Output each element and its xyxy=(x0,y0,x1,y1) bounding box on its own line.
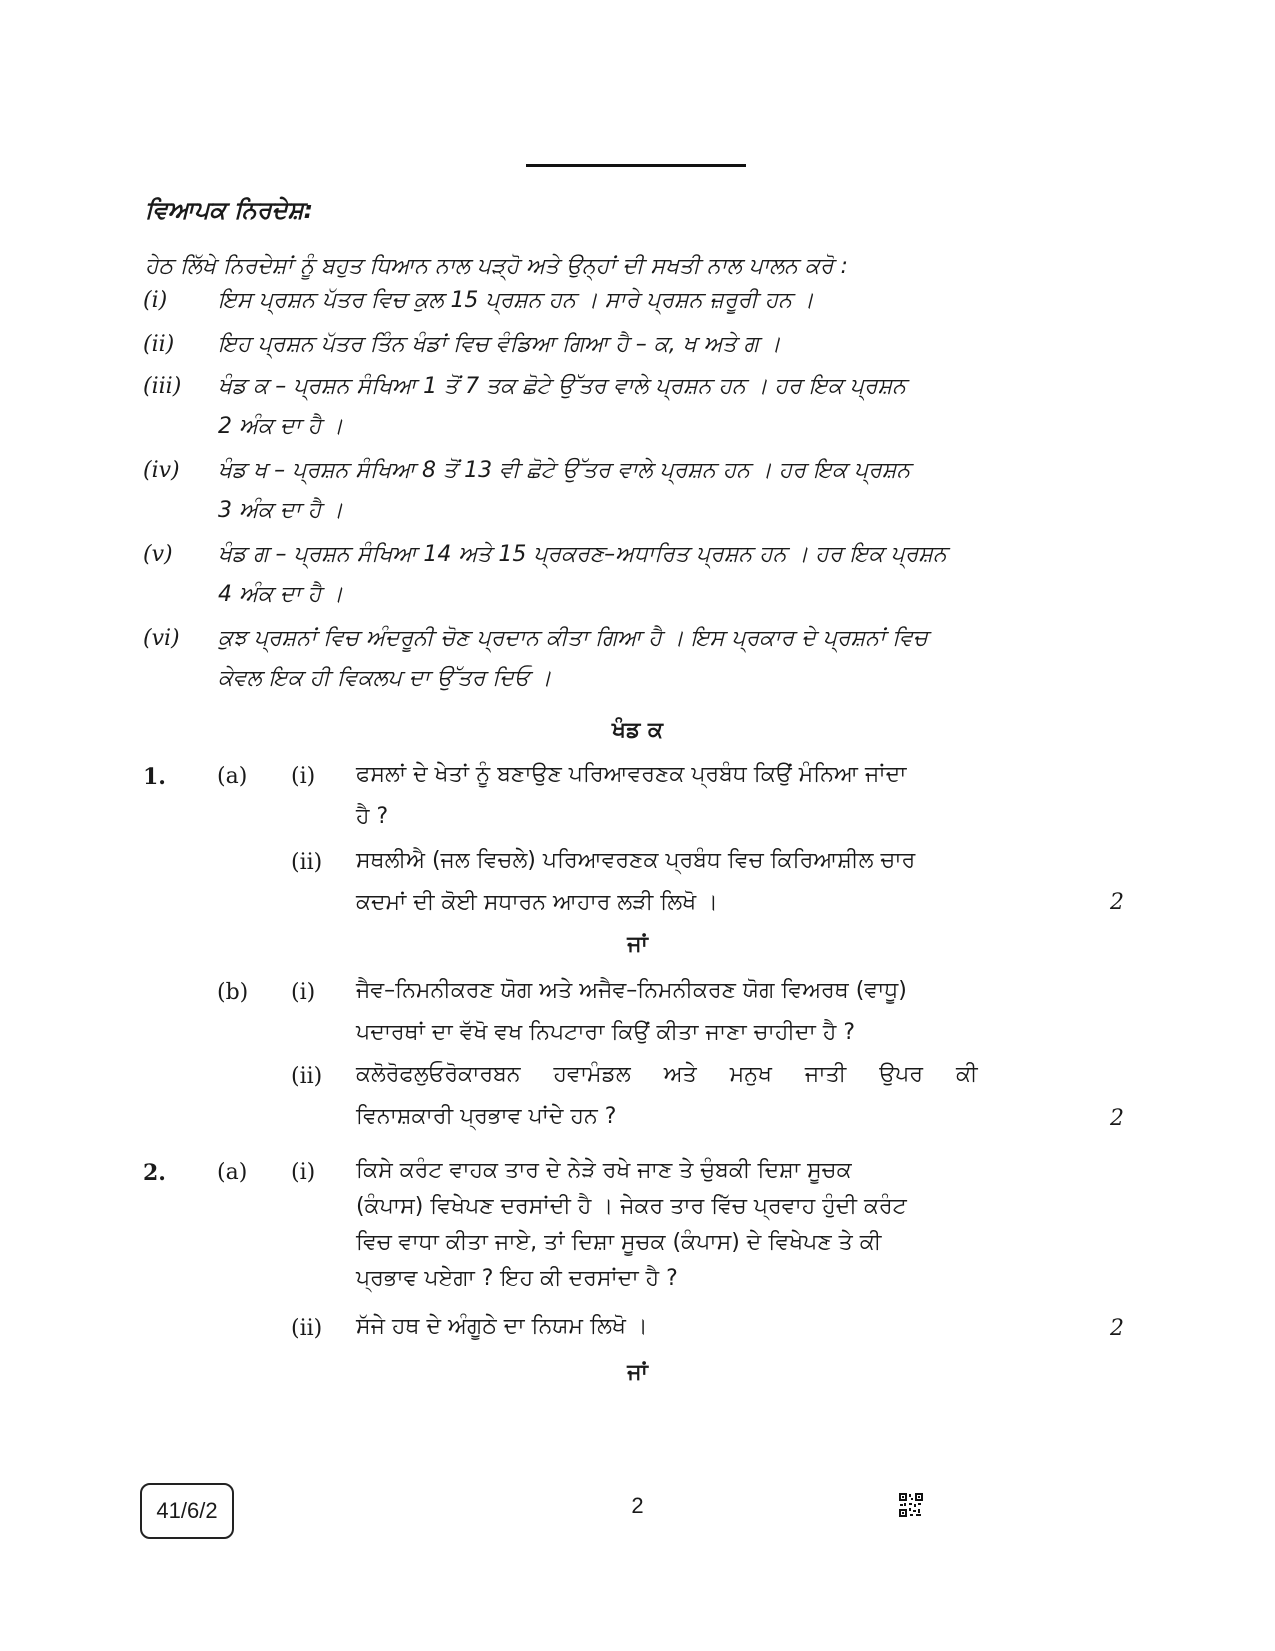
instruction-line: ਇਹ ਪ੍ਰਸ਼ਨ ਪੱਤਰ ਤਿੰਨ ਖੰਡਾਂ ਵਿਚ ਵੰਡਿਆ ਗਿਆ ਹੈ – ਕ, ਖ ਅਤੇ ਗ । xyxy=(218,332,781,357)
instruction-line: ਖੰਡ ਗ – ਪ੍ਰਸ਼ਨ ਸੰਖਿਆ 14 ਅਤੇ 15 ਪ੍ਰਕਰਣ–ਅਧਾਰਿਤ ਪ੍ਰਸ਼ਨ ਹਨ । ਹਰ ਇਕ ਪ੍ਰਸ਼ਨ xyxy=(218,542,947,567)
page-number: 2 xyxy=(631,1493,644,1518)
paper-code: 41/6/2 xyxy=(156,1498,218,1523)
question-text-line: ਫਸਲਾਂ ਦੇ ਖੇਤਾਂ ਨੂੰ ਬਣਾਉਣ ਪਰਿਆਵਰਣਕ ਪ੍ਰਬੰਧ ਕਿਉਂ ਮੰਨਿਆ ਜਾਂਦਾ xyxy=(356,762,907,787)
question-text-line: ਪ੍ਰਭਾਵ ਪਏਗਾ ? ਇਹ ਕੀ ਦਰਸਾਂਦਾ ਹੈ ? xyxy=(356,1266,678,1291)
question-text-line: ਵਿਚ ਵਾਧਾ ਕੀਤਾ ਜਾਏ, ਤਾਂ ਦਿਸ਼ਾ ਸੂਚਕ (ਕੰਪਾਸ) ਦੇ ਵਿਖੇਪਣ ਤੇ ਕੀ xyxy=(356,1230,882,1255)
question-text-line: ਸਥਲੀਐ (ਜਲ ਵਿਚਲੇ) ਪਰਿਆਵਰਣਕ ਪ੍ਰਬੰਧ ਵਿਚ ਕਿਰਿਆਸ਼ੀਲ ਚਾਰ xyxy=(356,848,916,873)
question-text-line: ਸੱਜੇ ਹਥ ਦੇ ਅੰਗੂਠੇ ਦਾ ਨਿਯਮ ਲਿਖੋ । xyxy=(356,1314,648,1339)
instruction-line: ਖੰਡ ਖ – ਪ੍ਰਸ਼ਨ ਸੰਖਿਆ 8 ਤੋਂ 13 ਵੀ ਛੋਟੇ ਉੱਤਰ ਵਾਲੇ ਪ੍ਰਸ਼ਨ ਹਨ । ਹਰ ਇਕ ਪ੍ਰਸ਼ਨ xyxy=(218,458,911,483)
question-text-line: ਹੈ ? xyxy=(356,804,389,829)
qr-code-icon xyxy=(898,1492,924,1518)
question-subpart-label: (ii) xyxy=(291,1064,323,1089)
general-instructions-intro: ਹੇਠ ਲਿੱਖੇ ਨਿਰਦੇਸ਼ਾਂ ਨੂੰ ਬਹੁਤ ਧਿਆਨ ਨਾਲ ਪੜ੍ਹੋ ਅਤੇ ਉਨ੍ਹਾਂ ਦੀ ਸਖਤੀ ਨਾਲ ਪਾਲਨ ਕਰੋ : xyxy=(145,254,848,279)
marks: 2 xyxy=(1110,1316,1124,1341)
question-part-label: (a) xyxy=(217,1160,248,1185)
question-part-label: (a) xyxy=(217,764,248,789)
section-a-heading: ਖੰਡ ਕ xyxy=(612,718,663,743)
question-text-line: (ਕੰਪਾਸ) ਵਿਖੇਪਣ ਦਰਸਾਂਦੀ ਹੈ । ਜੇਕਰ ਤਾਰ ਵਿੱਚ ਪ੍ਰਵਾਹ ਹੁੰਦੀ ਕਰੰਟ xyxy=(356,1194,907,1219)
top-divider xyxy=(526,164,746,167)
instruction-line: 3 ਅੰਕ ਦਾ ਹੈ । xyxy=(218,498,344,523)
question-text-line: ਵਿਨਾਸ਼ਕਾਰੀ ਪ੍ਰਭਾਵ ਪਾਂਦੇ ਹਨ ? xyxy=(356,1104,617,1129)
question-text-line: ਕਿਸੇ ਕਰੰਟ ਵਾਹਕ ਤਾਰ ਦੇ ਨੇੜੇ ਰਖੇ ਜਾਣ ਤੇ ਚੁੰਬਕੀ ਦਿਸ਼ਾ ਸੂਚਕ xyxy=(356,1158,852,1183)
question-text-line: ਕਦਮਾਂ ਦੀ ਕੋਈ ਸਧਾਰਨ ਆਹਾਰ ਲੜੀ ਲਿਖੋ । xyxy=(356,890,718,915)
instruction-number: (v) xyxy=(143,542,173,567)
question-number: 2. xyxy=(143,1160,166,1186)
instruction-line: ਇਸ ਪ੍ਰਸ਼ਨ ਪੱਤਰ ਵਿਚ ਕੁਲ 15 ਪ੍ਰਸ਼ਨ ਹਨ । ਸਾਰੇ ਪ੍ਰਸ਼ਨ ਜ਼ਰੂਰੀ ਹਨ । xyxy=(218,288,814,313)
instruction-line: ਖੰਡ ਕ – ਪ੍ਰਸ਼ਨ ਸੰਖਿਆ 1 ਤੋਂ 7 ਤਕ ਛੋਟੇ ਉੱਤਰ ਵਾਲੇ ਪ੍ਰਸ਼ਨ ਹਨ । ਹਰ ਇਕ ਪ੍ਰਸ਼ਨ xyxy=(218,374,907,399)
question-text-line: ਜੈਵ–ਨਿਮਨੀਕਰਣ ਯੋਗ ਅਤੇ ਅਜੈਵ–ਨਿਮਨੀਕਰਣ ਯੋਗ ਵਿਅਰਥ (ਵਾਧੂ) xyxy=(356,978,907,1003)
question-subpart-label: (i) xyxy=(291,980,316,1005)
general-instructions-heading: ਵਿਆਪਕ ਨਿਰਦੇਸ਼: xyxy=(145,196,314,224)
instruction-number: (i) xyxy=(143,288,168,313)
instruction-number: (iii) xyxy=(143,374,182,399)
instruction-number: (vi) xyxy=(143,626,180,651)
question-part-label: (b) xyxy=(217,980,249,1005)
instruction-number: (ii) xyxy=(143,332,175,357)
instruction-line: 2 ਅੰਕ ਦਾ ਹੈ । xyxy=(218,414,344,439)
question-subpart-label: (i) xyxy=(291,764,316,789)
instruction-line: ਕੁਝ ਪ੍ਰਸ਼ਨਾਂ ਵਿਚ ਅੰਦਰੂਨੀ ਚੋਣ ਪ੍ਰਦਾਨ ਕੀਤਾ ਗਿਆ ਹੈ । ਇਸ ਪ੍ਰਕਾਰ ਦੇ ਪ੍ਰਸ਼ਨਾਂ ਵਿਚ xyxy=(218,626,928,651)
question-subpart-label: (ii) xyxy=(291,1316,323,1341)
or-separator: ਜਾਂ xyxy=(627,1360,648,1385)
instruction-line: ਕੇਵਲ ਇਕ ਹੀ ਵਿਕਲਪ ਦਾ ਉੱਤਰ ਦਿਓ । xyxy=(218,666,552,691)
marks: 2 xyxy=(1110,890,1124,915)
question-number: 1. xyxy=(143,764,166,790)
marks: 2 xyxy=(1110,1106,1124,1131)
instruction-line: 4 ਅੰਕ ਦਾ ਹੈ । xyxy=(218,582,344,607)
instruction-number: (iv) xyxy=(143,458,180,483)
or-separator: ਜਾਂ xyxy=(627,932,648,957)
question-subpart-label: (ii) xyxy=(291,850,323,875)
question-text-line: ਪਦਾਰਥਾਂ ਦਾ ਵੱਖੋ ਵਖ ਨਿਪਟਾਰਾ ਕਿਉਂ ਕੀਤਾ ਜਾਣਾ ਚਾਹੀਦਾ ਹੈ ? xyxy=(356,1020,855,1045)
question-text-line: ਕਲੋਰੋਫਲੁਓਰੋਕਾਰਬਨ ਹਵਾਮੰਡਲ ਅਤੇ ਮਨੁਖ ਜਾਤੀ ਉਪਰ ਕੀ xyxy=(356,1062,978,1087)
question-subpart-label: (i) xyxy=(291,1160,316,1185)
